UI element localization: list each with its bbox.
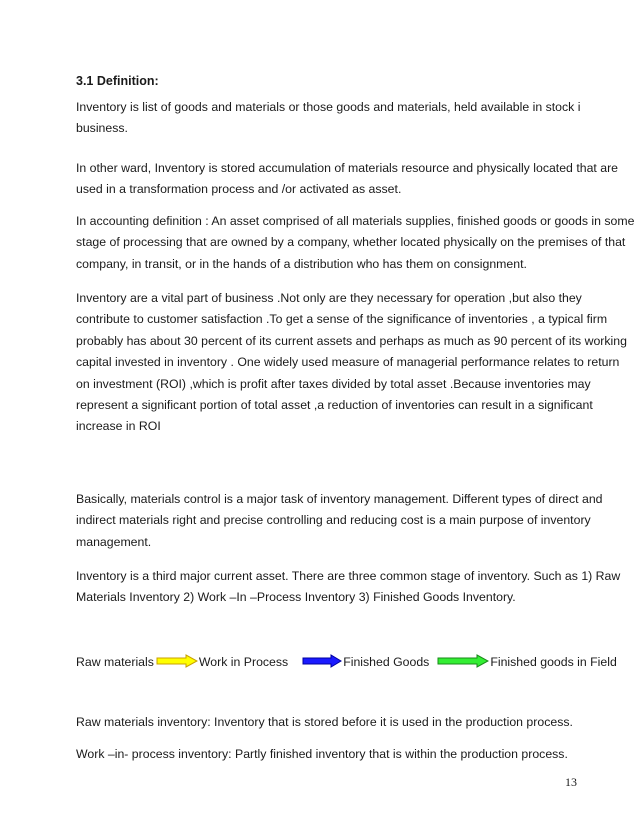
arrow-shape [303, 655, 341, 667]
arrow-shape [157, 655, 197, 667]
inventory-flow-diagram [76, 652, 617, 672]
paragraph-line: company, in transit, or in the hands of a distribution who has them on consignment. [76, 256, 527, 271]
flow-stage-raw-materials: Raw materials [76, 655, 154, 669]
paragraph-line: Materials Inventory 2) Work –In –Process Inventory 3) Finished Goods Inventory. [76, 590, 516, 605]
paragraph-line: Inventory are a vital part of business .Not only are they necessary for operation ,but also they [76, 291, 582, 305]
arrow-shape [438, 655, 488, 667]
paragraph-line: In accounting definition : An asset comprised of all materials supplies, finished goods or goods in some [76, 214, 635, 228]
flow-stage-finished-goods: Finished Goods [343, 655, 430, 669]
paragraph-inventory-definition [76, 97, 588, 140]
green-arrow-icon [437, 654, 489, 671]
paragraph-line: probably has about 30 percent of its current assets and perhaps as much as 90 percent of its working [76, 333, 627, 348]
paragraph-accounting-definition [76, 211, 635, 275]
paragraph-line: increase in ROI [76, 419, 161, 434]
page-number: 13 [565, 775, 577, 789]
definition-raw-materials: Raw materials inventory: Inventory that is stored before it is used in the production process. [76, 715, 573, 729]
section-heading: 3.1 Definition: [76, 74, 159, 88]
paragraph-line: In other ward, Inventory is stored accumulation of materials resource and physically located that are [76, 161, 619, 175]
paragraph-line: represent a significant portion of total asset ,a reduction of inventories can result in a significant [76, 398, 593, 413]
yellow-arrow-icon [156, 654, 198, 671]
blue-arrow-icon [302, 654, 342, 671]
paragraph-vital-part [76, 288, 627, 438]
paragraph-line: capital invested in inventory . One widely used measure of managerial performance relates to return [76, 355, 620, 370]
paragraph-other-ward [76, 158, 619, 201]
paragraph-line: contribute to customer satisfaction .To get a sense of the significance of inventories , a typical firm [76, 312, 608, 327]
paragraph-line: stage of processing that are owned by a company, whether located physically on the premises of that [76, 235, 626, 250]
paragraph-line: management. [76, 534, 152, 549]
paragraph-materials-control [76, 489, 603, 553]
paragraph-third-major-asset [76, 566, 621, 609]
paragraph-line: business. [76, 121, 128, 136]
paragraph-line: used in a transformation process and /or activated as asset. [76, 182, 402, 197]
paragraph-line: on investment (ROI) ,which is profit after taxes divided by total asset .Because inventories may [76, 376, 591, 391]
flow-stage-work-in-process: Work in Process [198, 655, 289, 669]
paragraph-line: Basically, materials control is a major task of inventory management. Different types of direct and [76, 492, 603, 506]
paragraph-line: indirect materials right and precise controlling and reducing cost is a main purpose of inventory [76, 513, 591, 528]
definition-work-in-process: Work –in- process inventory: Partly finished inventory that is within the production process. [76, 747, 568, 761]
paragraph-line: Inventory is a third major current asset. There are three common stage of inventory. Such as 1) Raw [76, 569, 621, 583]
flow-stage-finished-goods-in-field: Finished goods in Field [490, 655, 617, 669]
paragraph-line: Inventory is list of goods and materials or those goods and materials, held available in stock i [76, 100, 581, 114]
